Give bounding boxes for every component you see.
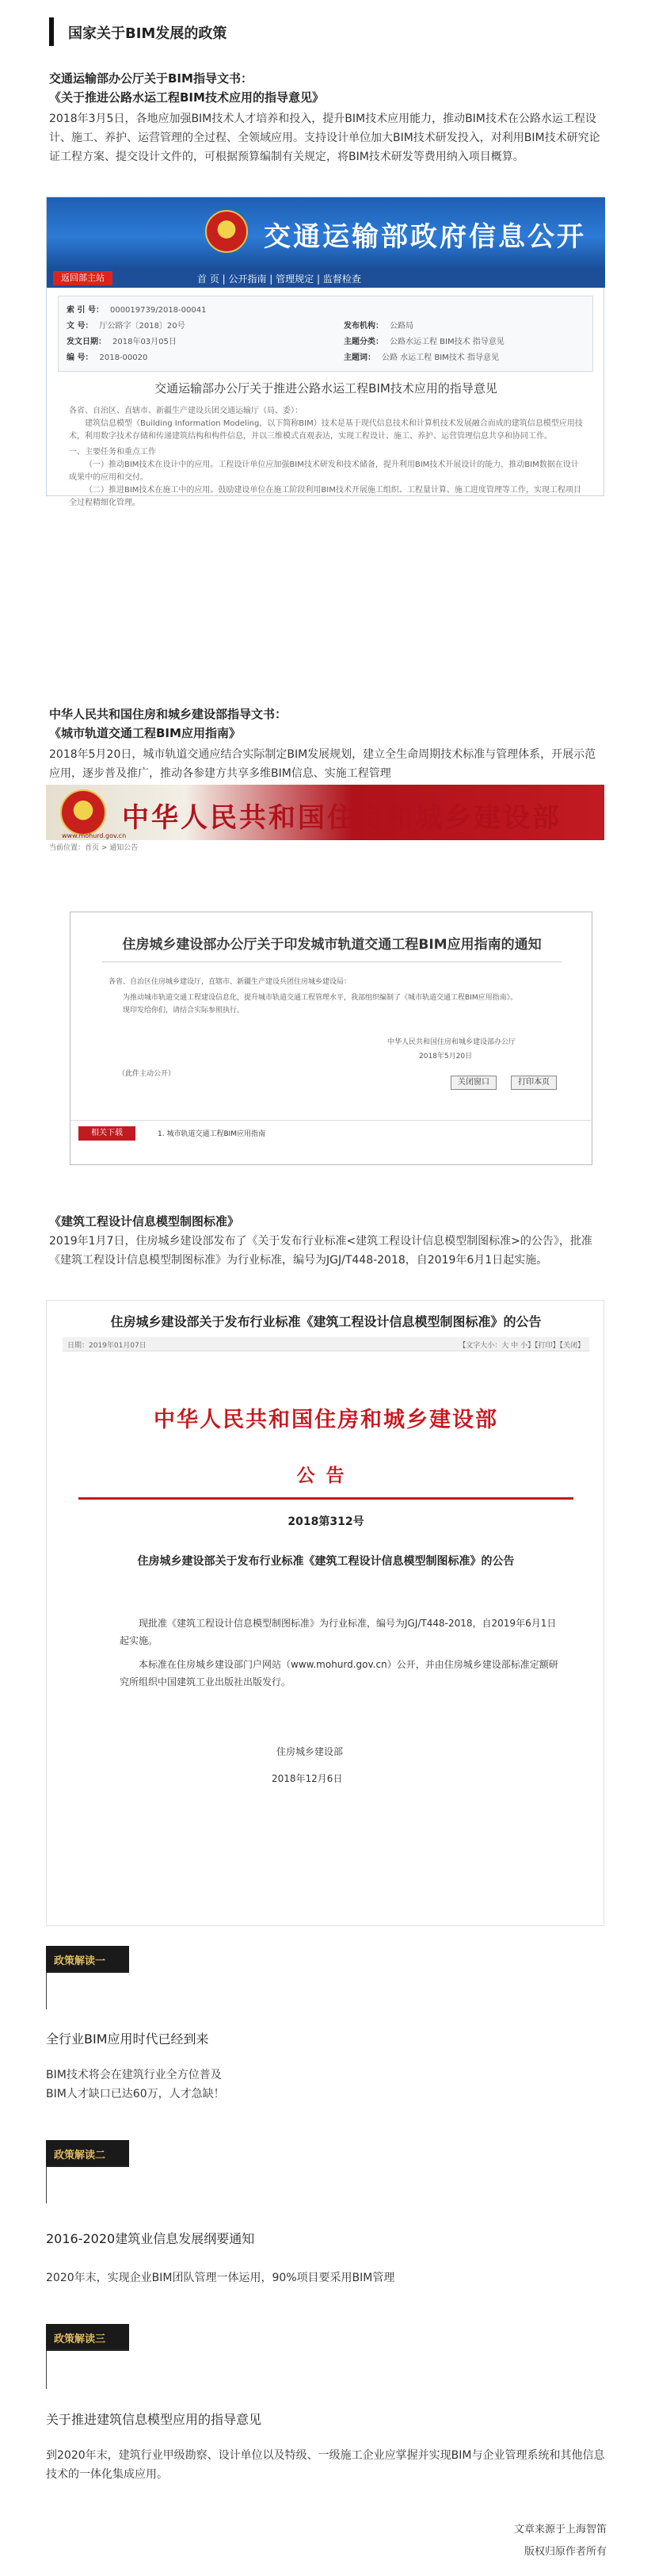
announcement-heading: 公告 [296, 1466, 356, 1486]
s2-title-line1: 中华人民共和国住房和城乡建设部指导文书： [49, 707, 288, 721]
mohurd-banner [46, 785, 604, 840]
attachment-bar [70, 1120, 593, 1144]
red-divider [78, 1497, 573, 1500]
downloads-label: 相关下载 [78, 1126, 135, 1141]
policy-tag-3 [46, 2324, 129, 2351]
mot-body-line: 建筑信息模型（Building Information Modeling，以下简称BIM）技术是基于现代信息技术和计算机技术发展融合而成的建筑信息模型应用技术，利用数字技术存储和传递建筑结构和构件信息，并以三维模式直观表达，实现工程设计、施工、养护、运营管理信息共享和协同工作。 [69, 419, 583, 441]
policy-connector-line [46, 1973, 47, 2009]
mot-nav-links[interactable]: 首 页 | 公开指南 | 管理规定 | 监督检查 [197, 273, 361, 285]
policy-tag-1 [46, 1946, 129, 1973]
mohurd-site-title: 中华人民共和国住房和城乡建设部 [122, 802, 562, 834]
policy-tag-label: 政策解读三 [54, 2333, 106, 2345]
mot-nav-bar [47, 269, 605, 288]
text-size-tools[interactable]: 【文字大小：大 中 小】【打印】【关闭】 [459, 1342, 585, 1350]
meta-date: 发文日期： 2018年03月05日 [67, 338, 177, 346]
announcement-screenshot [46, 1300, 604, 1926]
notice-body-line: 为推动城市轨道交通工程建设信息化，提升城市轨道交通工程管理水平，我部组织编制了《城市轨道交通工程BIM应用指南》。 [123, 994, 518, 1002]
meta-docno: 文 号： 厅公路字〔2018〕20号 [67, 322, 185, 331]
mot-body-line: （二）推进BIM技术在施工中的应用。鼓励建设单位在施工阶段利用BIM技术开展施工组织、工程量计算、施工进度管理等工作，实现工程项目全过程精细化管理。 [69, 486, 581, 507]
mot-document-title: 交通运输部办公厅关于推进公路水运工程BIM技术应用的指导意见 [154, 381, 497, 396]
announcement-subject: 住房城乡建设部关于发布行业标准《建筑工程设计信息模型制图标准》的公告 [137, 1555, 515, 1568]
s3-title: 《建筑工程设计信息模型制图标准》 [49, 1214, 240, 1229]
policy1-title: 全行业BIM应用时代已经到来 [46, 2031, 209, 2047]
document-meta-table [58, 296, 593, 372]
policy3-line: 到2020年末，建筑行业甲级勘察、设计单位以及特级、一级施工企业应掌握并实现BIM与企业管理系统和其他信息技术的一体化集成应用。 [46, 2449, 605, 2481]
mot-screenshot [46, 197, 604, 507]
policy-tag-underline [46, 2349, 129, 2351]
policy-tag-label: 政策解读一 [54, 1955, 106, 1967]
s1-title-line1: 交通运输部办公厅关于BIM指导文书： [49, 71, 253, 86]
source-credit: 文章来源于上海智笛 [513, 2524, 607, 2536]
ministry-name: 中华人民共和国住房和城乡建设部 [154, 1408, 498, 1432]
notice-recipients: 各省、自治区住房城乡建设厅，直辖市、新疆生产建设兵团住房城乡建设局： [109, 978, 352, 986]
national-emblem-icon [60, 789, 106, 835]
s1-paragraph: 2018年3月5日，各地应加强BIM技术人才培养和投入，提升BIM技术应用能力，推动BIM技术在公路水运工程设计、施工、养护、运营管理的全过程、全领域应用。支持设计单位加大BIM技术研发投入，对利用BIM技术研究论证工程方案、提交设计文件的，可根据预算编制有关规定，将BIM技术研发等费用纳入项目概算。 [49, 113, 600, 163]
policy-tag-underline [46, 2165, 129, 2167]
announcement-page-title: 住房城乡建设部关于发布行业标准《建筑工程设计信息模型制图标准》的公告 [110, 1314, 542, 1329]
notice-issuer: 中华人民共和国住房和城乡建设部办公厅 [387, 1038, 516, 1046]
policy-connector-line [46, 2351, 47, 2389]
policy-connector-line [46, 2167, 47, 2203]
meta-subject: 主题词： 公路 水运工程 BIM技术 指导意见 [344, 354, 499, 362]
meta-index: 索 引 号： 000019739/2018-00041 [67, 306, 207, 315]
policy-tag-2 [46, 2140, 129, 2167]
policy2-line: 2020年末，实现企业BIM团队管理一体运用，90%项目要采用BIM管理 [46, 2272, 395, 2284]
mohurd-site-url: www.mohurd.gov.cn [62, 832, 127, 839]
policy-tag-label: 政策解读二 [54, 2150, 106, 2161]
policy-tag-underline [46, 1971, 129, 1973]
announcement-date: 日期：2019年01月07日 [67, 1342, 147, 1350]
copyright-note: 版权归原作者所有 [524, 2546, 607, 2558]
meta-class: 主题分类： 公路水运工程 BIM技术 指导意见 [344, 338, 505, 346]
announcement-sign: 住房城乡建设部 [276, 1746, 344, 1757]
policy1-line: BIM技术将会在建筑行业全方位普及 [46, 2069, 222, 2081]
announcement-toolbar [63, 1337, 589, 1351]
mot-body-line: （一）推动BIM技术在设计中的应用。工程设计单位应加强BIM技术研发和技术储备，提升利用BIM技术开展设计的能力，推动BIM数据在设计成果中的应用和交付。 [69, 461, 579, 482]
s1-title-line2: 《关于推进公路水运工程BIM技术应用的指导意见》 [49, 90, 324, 105]
print-page-button[interactable]: 打印本页 [511, 1076, 557, 1090]
mot-document-body [69, 405, 584, 510]
notice-screenshot [70, 912, 592, 1165]
notice-date: 2018年5月20日 [419, 1053, 473, 1061]
section-header [49, 16, 604, 48]
attachment-link[interactable]: 1. 城市轨道交通工程BIM应用指南 [158, 1130, 266, 1138]
announcement-body: 现批准《建筑工程设计信息模型制图标准》为行业标准，编号为JGJ/T448-2018，自2019年6月1日起实施。 [120, 1618, 557, 1646]
breadcrumb[interactable]: 当前位置：首页 > 通知公告 [49, 844, 139, 852]
s3-paragraph: 2019年1月7日，住房城乡建设部发布了《关于发布行业标准<建筑工程设计信息模型制图标准>的公告》，批准《建筑工程设计信息模型制图标准》为行业标准，编号为JGJ/T448-2018，自2019年6月1日起实施。 [49, 1235, 592, 1267]
announcement-sign-date: 2018年12月6日 [272, 1773, 343, 1784]
divider [102, 961, 562, 962]
page-title: 国家关于BIM发展的政策 [68, 25, 227, 42]
policy1-line: BIM人才缺口已达60万，人才急缺！ [46, 2088, 225, 2100]
header-accent-bar [49, 17, 54, 46]
meta-no: 编 号： 2018-00020 [67, 354, 148, 362]
s2-title-line2: 《城市轨道交通工程BIM应用指南》 [49, 726, 241, 740]
announcement-body: 本标准在住房城乡建设部门户网站（www.mohurd.gov.cn）公开，并由住房城乡建设部标准定额研究所组织中国建筑工业出版社出版发行。 [120, 1659, 558, 1687]
back-to-main-site-button[interactable]: 返回部主站 [53, 271, 112, 285]
notice-title: 住房城乡建设部办公厅关于印发城市轨道交通工程BIM应用指南的通知 [122, 937, 542, 953]
close-window-button[interactable]: 关闭窗口 [451, 1076, 497, 1090]
announcement-number: 2018第312号 [288, 1515, 364, 1528]
policy2-title: 2016-2020建筑业信息发展纲要通知 [46, 2231, 255, 2246]
mot-banner [47, 197, 605, 269]
policy3-title: 关于推进建筑信息模型应用的指导意见 [46, 2412, 262, 2427]
mot-site-title: 交通运输部政府信息公开 [264, 221, 586, 253]
s2-paragraph: 2018年5月20日，城市轨道交通应结合实际制定BIM发展规划，建立全生命周期技术标准与管理体系，开展示范应用，逐步普及推广，推动各参建方共享多维BIM信息、实施工程管理 [49, 748, 596, 780]
notice-body-line: 现印发给你们，请结合实际参照执行。 [123, 1007, 245, 1015]
notice-public-note: （此件主动公开） [118, 1070, 176, 1078]
mot-body-line: 一、主要任务和重点工作 [69, 448, 156, 457]
meta-issuer: 发布机构： 公路局 [344, 322, 413, 331]
national-emblem-icon [205, 210, 248, 253]
mot-body-line: 各省、自治区、直辖市、新疆生产建设兵团交通运输厅（局、委）： [69, 407, 303, 415]
